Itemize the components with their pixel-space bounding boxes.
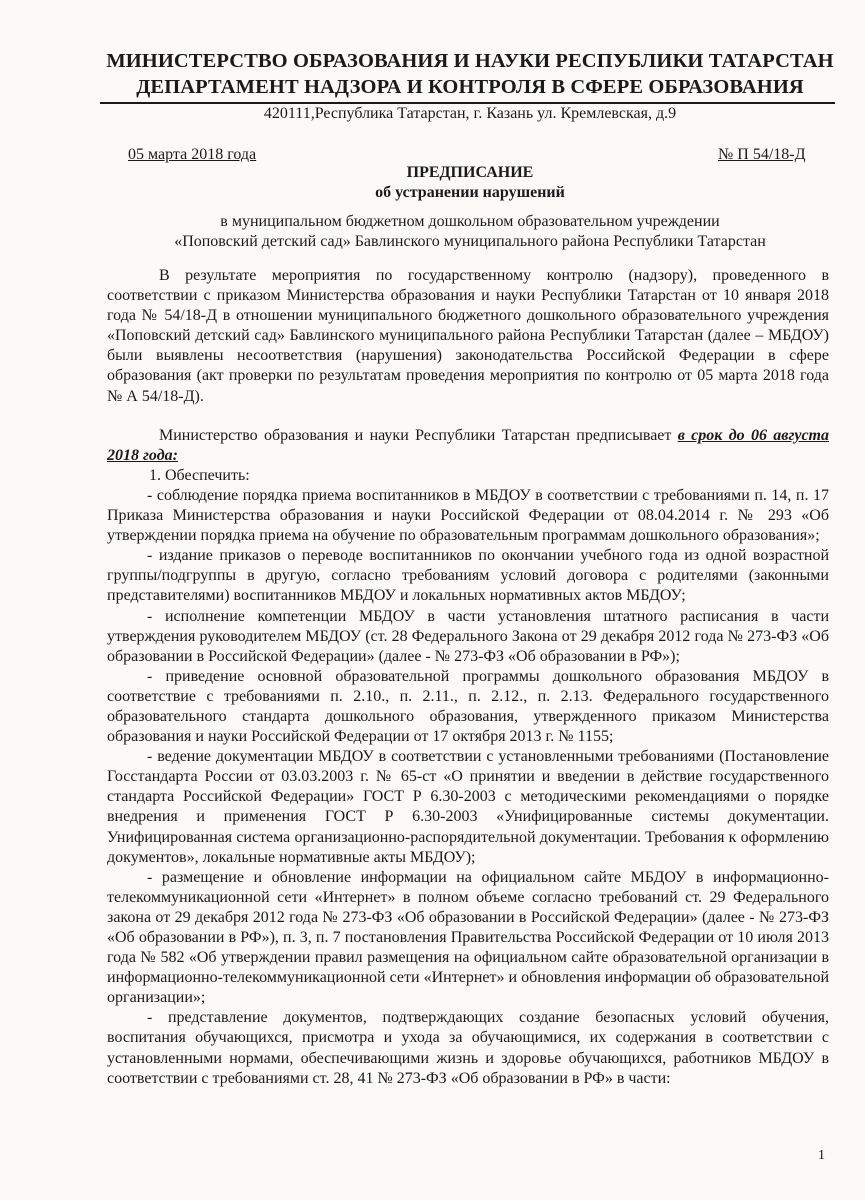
- header-divider: [100, 102, 835, 104]
- intro-paragraph: В результате мероприятия по государственному контролю (надзору), проведенного в соответствии с приказом Министерства образования и науки Республики Татарстан от 10 января 2018 года № 54/18-Д в отношении муниципального бюджетного дошкольного образовательного учреждения «Поповский детский сад» Бавлинского муниципального района Республики Татарстан (далее – МБДОУ) были выявлены несоответствия (нарушения) законодательства Российской Федерации в сфере образования (акт проверки по результатам проведения мероприятия по контролю от 05 марта 2018 года № А 54/18-Д).: [107, 267, 829, 405]
- department-heading: ДЕПАРТАМЕНТ НАДЗОРА И КОНТРОЛЯ В СФЕРЕ ОБРАЗОВАНИЯ: [136, 76, 804, 98]
- ministry-heading: МИНИСТЕРСТВО ОБРАЗОВАНИЯ И НАУКИ РЕСПУБЛИКИ ТАТАРСТАН: [106, 50, 834, 72]
- page-number: 1: [818, 1148, 825, 1163]
- prescribes-text: Министерство образования и науки Республики Татарстан предписывает: [159, 426, 678, 444]
- institution-line-2: «Поповский детский сад» Бавлинского муниципального района Республики Татарстан: [174, 233, 766, 250]
- item-1: 1. Обеспечить:: [149, 466, 250, 484]
- document-date: 05 марта 2018 года: [128, 146, 257, 163]
- bullet-safety: - представление документов, подтверждающих создание безопасных условий обучения, воспитания обучающихся, присмотра и ухода за обучающимися, их содержания в соответствии с установленными нормами, обеспечивающими жизнь и здоровье обучающихся, работников МБДОУ в соответствии с требованиями ст. 28, 41 № 273-ФЗ «Об образовании в РФ» в части:: [107, 1009, 829, 1087]
- bullet-admission: - соблюдение порядка приема воспитанников в МБДОУ в соответствии с требованиями п. 14, п. 17 Приказа Министерства образования и науки Российской Федерации от 08.04.2014 г. № 293 «Об утверждении порядка приема на обучение по образовательным программам дошкольного образования»;: [107, 486, 829, 545]
- prescription-paragraph: [107, 426, 829, 466]
- bullet-program: - приведение основной образовательной программы дошкольного образования МБДОУ в соответствие с требованиями п. 2.10., п. 2.11., п. 2.12., п. 2.13. Федерального государственного образовательного стандарта дошкольного образования, утвержденного приказом Министерства образования и науки Российской Федерации от 17 октября 2013 г. № 1155;: [107, 667, 829, 746]
- document-body: [107, 266, 829, 1089]
- document-number: № П 54/18-Д: [718, 146, 806, 163]
- bullet-orders: - издание приказов о переводе воспитанников по окончании учебного года из одной возрастной группы/подгруппы в другую, согласно требованиям условий договора с родителями (законными представителями) воспитанников МБДОУ и локальных нормативных актов МБДОУ;: [107, 547, 829, 605]
- institution-line-1: в муниципальном бюджетном дошкольном образовательном учреждении: [220, 213, 720, 230]
- document-title: ПРЕДПИСАНИЕ: [406, 164, 534, 181]
- bullet-staffing: - исполнение компетенции МБДОУ в части установления штатного расписания в части утверждения руководителем МБДОУ (ст. 28 Федерального Закона от 29 декабря 2012 года № 273-ФЗ «Об образовании в Российской Федерации» (далее - № 273-ФЗ «Об образовании в РФ»);: [107, 607, 829, 665]
- document-subtitle: об устранении нарушений: [375, 184, 565, 201]
- address-line: 420111,Республика Татарстан, г. Казань ул. Кремлевская, д.9: [263, 105, 677, 122]
- institution-name: [100, 212, 840, 252]
- bullet-documentation: - ведение документации МБДОУ в соответствии с установленными требованиями (Постановление Госстандарта России от 03.03.2003 г. № 65-ст «О принятии и введении в действие государственного стандарта Российской Федерации» ГОСТ Р 6.30-2003 с методическими рекомендациями о порядке внедрения и применения ГОСТ Р 6.30-2003 «Унифицированные системы документации. Унифицированная система организационно-распорядительной документации. Требования к оформлению документов», локальные нормативные акты МБДОУ);: [107, 748, 829, 866]
- deadline-text: в срок до 06 августа 2018 года:: [107, 426, 829, 464]
- bullet-website: - размещение и обновление информации на официальном сайте МБДОУ в информационно-телекоммуникационной сети «Интернет» в полном объеме согласно требований ст. 29 Федерального закона от 29 декабря 2012 года № 273-ФЗ «Об образовании в Российской Федерации» (далее - № 273-ФЗ «Об образовании в РФ»), п. 3, п. 7 постановления Правительства Российской Федерации от 10 июля 2013 года № 582 «Об утверждении правил размещения на официальном сайте образовательной организации в информационно-телекоммуникационной сети «Интернет» и обновления информации об образовательной организации»;: [107, 868, 829, 1007]
